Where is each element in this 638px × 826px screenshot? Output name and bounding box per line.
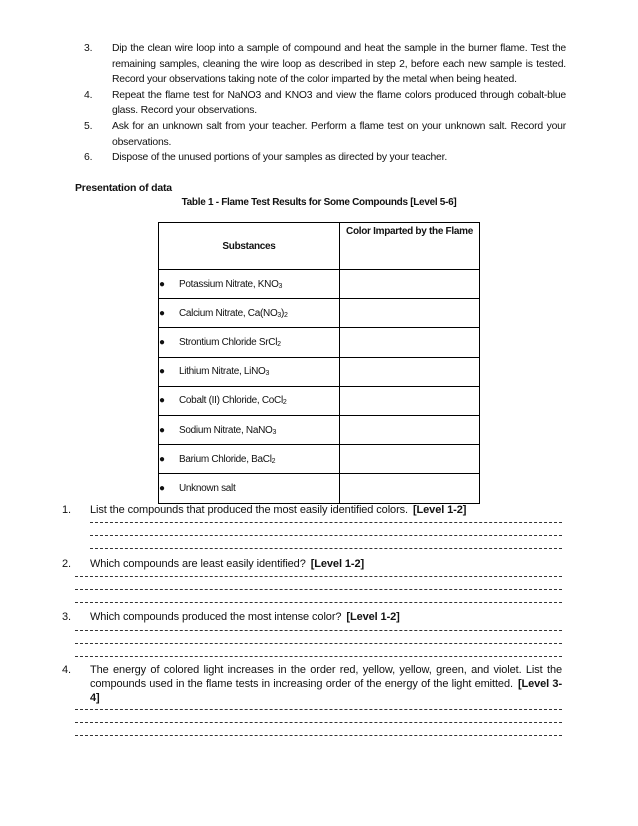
table-row [159, 386, 480, 415]
substance-name: Calcium Nitrate, Ca(NO [179, 307, 278, 319]
step-number: 3. [84, 43, 93, 54]
level-tag: [Level 1-2] [346, 611, 400, 623]
question-text [90, 503, 562, 517]
level-tag: [Level 3-4] [90, 678, 563, 704]
substance-name: Unknown salt [179, 482, 236, 494]
question-body: List the compounds that produced the most easily identified colors. [90, 504, 408, 516]
step-text: Dip the clean wire loop into a sample of compound and heat the sample in the burner flame. Test the remaining samples, cleaning the wire loop as described in step 2, before each new sample is tested. Record your observations taking note of the color imparted by the metal when being heated. [112, 43, 566, 86]
color-cell[interactable] [340, 270, 480, 299]
subscript: 3 [277, 311, 282, 319]
substance-name: Sodium Nitrate, NaNO [179, 424, 273, 436]
bullet-icon: ● [159, 336, 165, 348]
bullet-icon: ● [159, 453, 165, 465]
step-text: Dispose of the unused portions of your samples as directed by your teacher. [112, 152, 448, 164]
substance-cell [159, 299, 340, 328]
level-tag: [Level 1-2] [310, 558, 365, 570]
table-row [159, 299, 480, 328]
substance-cell [159, 328, 340, 357]
table-row [159, 415, 480, 444]
step-text: Ask for an unknown salt from your teacher. Perform a flame test on your unknown salt. Record your observations. [112, 120, 566, 148]
procedure-step [84, 150, 566, 166]
bullet-icon: ● [159, 278, 165, 290]
substance-cell [159, 386, 340, 415]
subscript: 2 [277, 340, 281, 348]
substance-name: Strontium Chloride SrCl [179, 336, 278, 348]
procedure-step [84, 119, 566, 150]
question-text [90, 557, 562, 571]
substance-name: Lithium Nitrate, LiNO [179, 366, 266, 378]
step-text: Repeat the flame test for NaNO3 and KNO3 and view the flame colors produced through cobalt-blue glass. Record your observations. [112, 89, 566, 117]
table-row [159, 445, 480, 474]
bullet-icon: ● [159, 366, 165, 378]
color-cell[interactable] [340, 386, 480, 415]
question-text [90, 663, 562, 705]
substance-name: Potassium Nitrate, KNO [179, 278, 279, 290]
level-tag: [Level 1-2] [412, 504, 467, 516]
question-text [90, 610, 562, 624]
answer-line[interactable] [90, 522, 562, 523]
table-row [159, 474, 480, 503]
step-number: 6. [84, 152, 93, 164]
subscript: 3 [272, 428, 277, 436]
substance-cell [159, 445, 340, 474]
substance-cell [159, 270, 340, 299]
answer-line[interactable] [90, 548, 562, 549]
question-body: The energy of colored light increases in the order red, yellow, yellow, green, and violet. List the compounds used in the flame tests in increasing order of the energy of the light emitted. [90, 664, 562, 690]
color-cell[interactable] [340, 299, 480, 328]
table-header-row [159, 223, 480, 270]
section-heading: Presentation of data [75, 182, 172, 194]
answer-line[interactable] [75, 735, 562, 736]
question-body: Which compounds produced the most intense color? [90, 611, 342, 623]
answer-line[interactable] [75, 576, 562, 577]
answer-line[interactable] [75, 709, 562, 710]
subscript: 2 [284, 311, 288, 319]
color-cell[interactable] [340, 328, 480, 357]
question-number: 1. [62, 504, 71, 516]
answer-line[interactable] [75, 656, 562, 657]
subscript: 2 [271, 457, 276, 465]
substance-cell [159, 415, 340, 444]
color-cell[interactable] [340, 415, 480, 444]
answer-line[interactable] [75, 589, 562, 590]
question-body: Which compounds are least easily identified? [90, 558, 306, 570]
bullet-icon: ● [159, 482, 165, 494]
answer-line[interactable] [75, 630, 562, 631]
formula-tail: ) [281, 307, 285, 319]
step-number: 5. [84, 120, 93, 132]
step-number: 4. [84, 89, 93, 101]
color-cell[interactable] [340, 357, 480, 386]
color-cell[interactable] [340, 445, 480, 474]
substance-cell [159, 357, 340, 386]
procedure-step [84, 41, 566, 88]
flame-test-table [158, 222, 480, 504]
question-number: 4. [62, 664, 71, 676]
procedure-step [84, 88, 566, 119]
substance-cell [159, 474, 340, 503]
answer-line[interactable] [90, 535, 562, 536]
question-number: 2. [62, 558, 71, 570]
question-number: 3. [62, 611, 71, 623]
procedure-steps [84, 41, 566, 166]
answer-line[interactable] [75, 643, 562, 644]
table-row [159, 357, 480, 386]
substance-name: Barium Chloride, BaCl [179, 453, 272, 465]
color-cell[interactable] [340, 474, 480, 503]
column-header-color: Color Imparted by the Flame [340, 223, 480, 270]
table-caption: Table 1 - Flame Test Results for Some Compounds [Level 5-6] [181, 197, 457, 208]
table-row [159, 270, 480, 299]
subscript: 2 [282, 399, 287, 407]
subscript: 3 [278, 282, 283, 290]
bullet-icon: ● [159, 307, 165, 319]
subscript: 3 [265, 370, 270, 378]
column-header-substances: Substances [159, 223, 340, 270]
answer-line[interactable] [75, 602, 562, 603]
table-row [159, 328, 480, 357]
bullet-icon: ● [159, 424, 165, 436]
bullet-icon: ● [159, 395, 165, 407]
answer-line[interactable] [75, 722, 562, 723]
substance-name: Cobalt (II) Chloride, CoCl [179, 395, 283, 407]
